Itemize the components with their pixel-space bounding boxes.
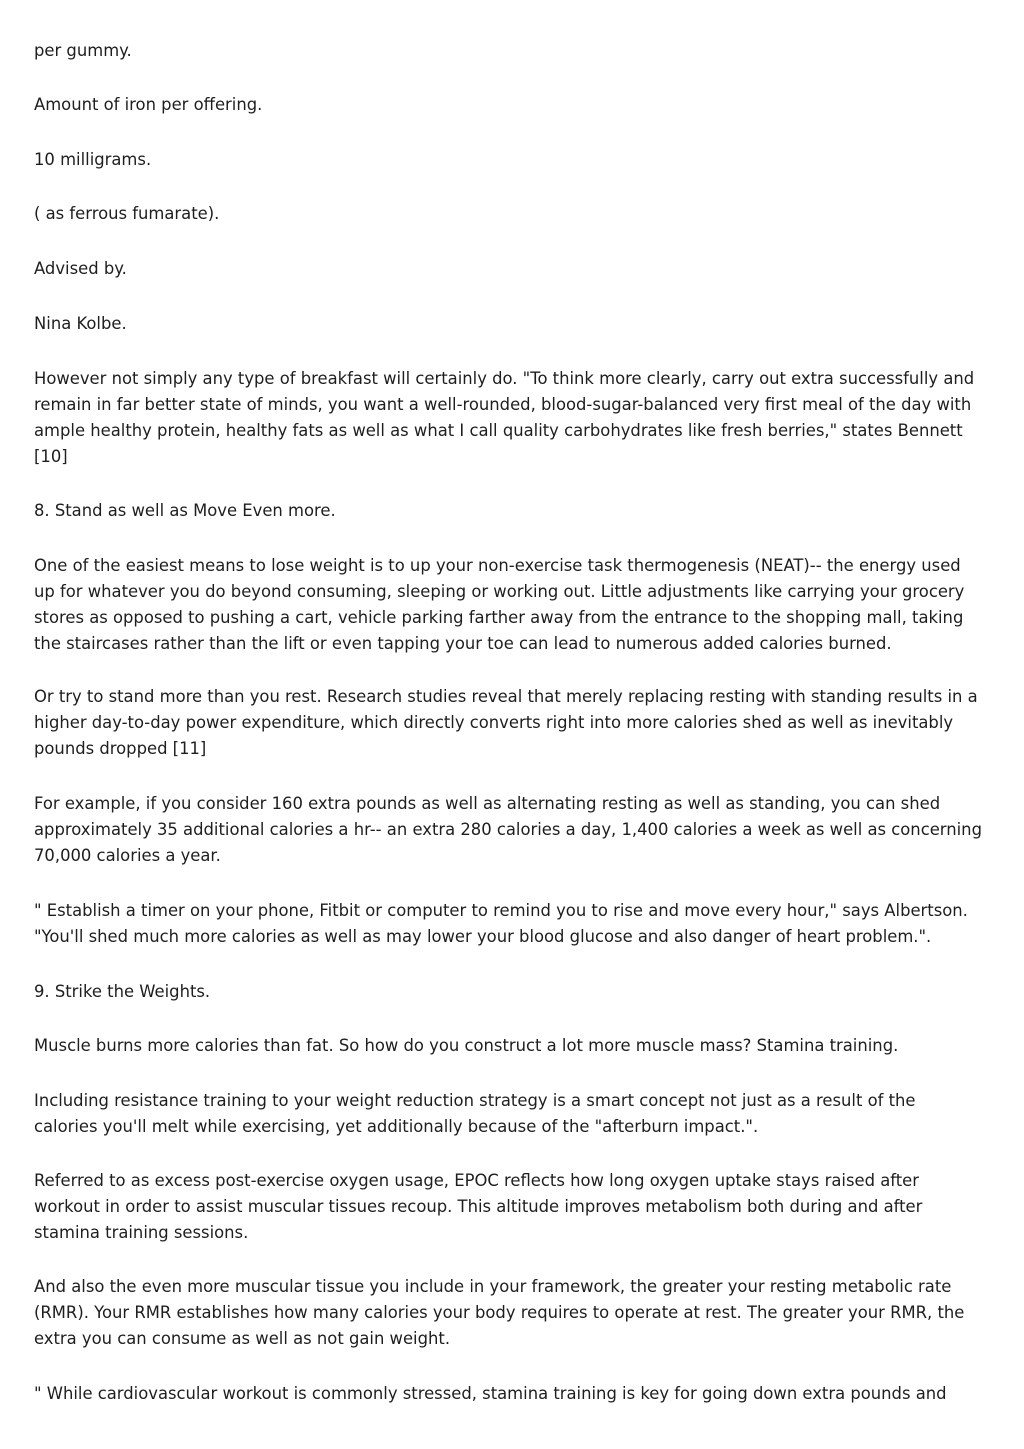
text-line: [10]	[34, 447, 68, 466]
section-heading-strike-weights: 9. Strike the Weights.	[34, 982, 211, 1001]
text-line: "You'll shed much more calories as well as may lower your blood glucose and also danger of heart problem.".	[34, 927, 932, 946]
text-line: stamina training sessions.	[34, 1223, 249, 1242]
paragraph-breakfast	[34, 366, 990, 470]
section-heading-stand-move: 8. Stand as well as Move Even more.	[34, 501, 336, 520]
text-line: ample healthy protein, healthy fats as well as what I call quality carbohydrates like fresh berries," states Bennett	[34, 421, 963, 440]
text-line: remain in far better state of minds, you want a well-rounded, blood-sugar-balanced very first meal of the day with	[34, 395, 972, 414]
text-line: extra you can consume as well as not gain weight.	[34, 1329, 451, 1348]
paragraph-rmr	[34, 1274, 990, 1352]
paragraph-per-gummy: per gummy.	[34, 41, 132, 60]
text-line: the staircases rather than the lift or even tapping your toe can lead to numerous added calories burned.	[34, 634, 892, 653]
paragraph-author-name: Nina Kolbe.	[34, 314, 127, 333]
paragraph-milligrams: 10 milligrams.	[34, 150, 152, 169]
paragraph-timer-quote	[34, 898, 990, 950]
text-line: And also the even more muscular tissue you include in your framework, the greater your resting metabolic rate	[34, 1277, 952, 1296]
text-line: Referred to as excess post-exercise oxygen usage, EPOC reflects how long oxygen uptake stays raised after	[34, 1171, 919, 1190]
paragraph-resistance-training	[34, 1088, 990, 1140]
text-line: pounds dropped [11]	[34, 739, 207, 758]
text-line: stores as opposed to pushing a cart, vehicle parking farther away from the entrance to the shopping mall, taking	[34, 608, 964, 627]
paragraph-stand-more	[34, 684, 990, 762]
paragraph-muscle-burns: Muscle burns more calories than fat. So how do you construct a lot more muscle mass? Stamina training.	[34, 1036, 899, 1055]
paragraph-neat	[34, 553, 990, 657]
text-line: Or try to stand more than you rest. Research studies reveal that merely replacing resting with standing results in a	[34, 687, 978, 706]
paragraph-epoc	[34, 1168, 990, 1246]
text-line: workout in order to assist muscular tissues recoup. This altitude improves metabolism both during and after	[34, 1197, 923, 1216]
text-line: However not simply any type of breakfast will certainly do. "To think more clearly, carry out extra successfully and	[34, 369, 975, 388]
text-line: up for whatever you do beyond consuming, sleeping or working out. Little adjustments like carrying your grocery	[34, 582, 965, 601]
paragraph-ferrous-fumarate: ( as ferrous fumarate).	[34, 204, 220, 223]
text-line: 70,000 calories a year.	[34, 846, 221, 865]
text-line: (RMR). Your RMR establishes how many calories your body requires to operate at rest. The greater your RMR, the	[34, 1303, 965, 1322]
text-line: " Establish a timer on your phone, Fitbit or computer to remind you to rise and move every hour," says Albertson.	[34, 901, 968, 920]
paragraph-cardio-quote: " While cardiovascular workout is commonly stressed, stamina training is key for going down extra pounds and	[34, 1384, 947, 1403]
paragraph-iron-amount: Amount of iron per offering.	[34, 95, 263, 114]
text-line: Including resistance training to your weight reduction strategy is a smart concept not just as a result of the	[34, 1091, 916, 1110]
paragraph-calories-example	[34, 791, 990, 869]
paragraph-advised-by: Advised by.	[34, 259, 127, 278]
text-line: calories you'll melt while exercising, yet additionally because of the "afterburn impact.".	[34, 1117, 759, 1136]
text-line: For example, if you consider 160 extra pounds as well as alternating resting as well as standing, you can shed	[34, 794, 941, 813]
text-line: higher day-to-day power expenditure, which directly converts right into more calories shed as well as inevitably	[34, 713, 954, 732]
text-line: One of the easiest means to lose weight is to up your non-exercise task thermogenesis (NEAT)-- the energy used	[34, 556, 961, 575]
text-line: approximately 35 additional calories a hr-- an extra 280 calories a day, 1,400 calories a week as well as concerning	[34, 820, 982, 839]
